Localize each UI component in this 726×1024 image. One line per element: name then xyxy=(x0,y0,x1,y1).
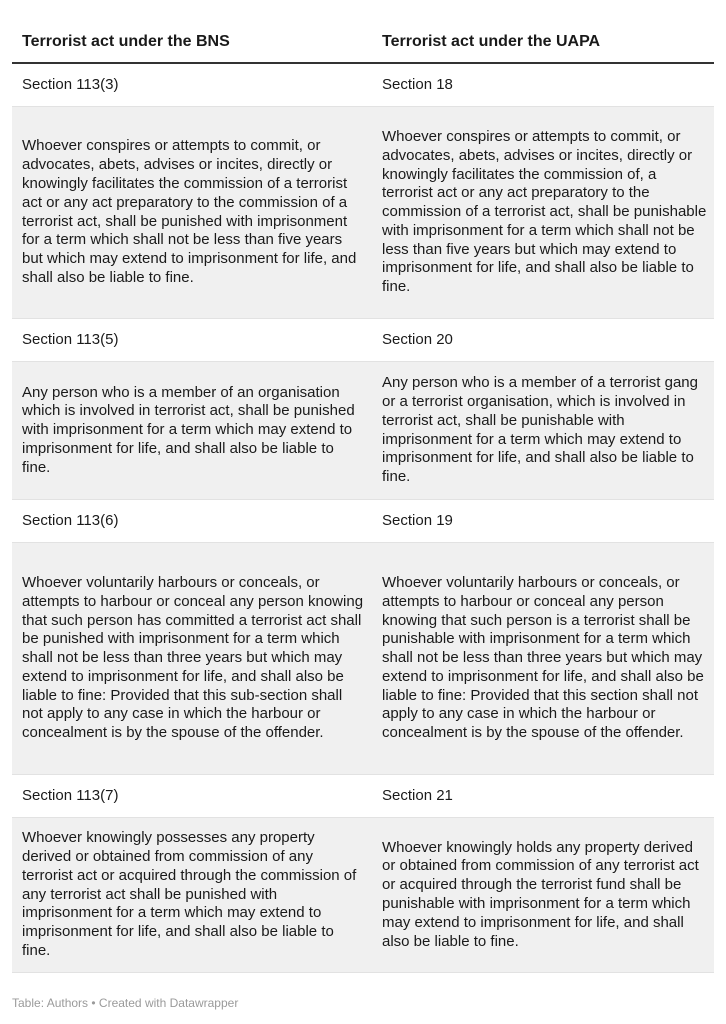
table-footer: Table: Authors • Created with Datawrapper xyxy=(12,996,239,1010)
table-row xyxy=(12,319,714,362)
uapa-section: Section 18 xyxy=(382,75,453,93)
uapa-section: Section 19 xyxy=(382,511,453,529)
table-row xyxy=(12,362,714,500)
bns-section: Section 113(5) xyxy=(22,330,119,348)
bns-text: Whoever knowingly possesses any property derived or obtained from commission of any terrorist act or acquired through the commission of any terrorist act shall be punished with imprisonment for a term which may extend to imprisonment for life, and shall also be liable to fine. xyxy=(22,829,357,959)
uapa-text: Whoever knowingly holds any property derived or obtained from commission of any terrorist act or acquired through the terrorist fund shall be punishable with imprisonment for a term which may extend to imprisonment for life, and shall also be liable to fine. xyxy=(382,838,699,950)
bns-section: Section 113(6) xyxy=(22,511,119,529)
table-header xyxy=(12,24,714,64)
uapa-section: Section 20 xyxy=(382,330,453,348)
table-row xyxy=(12,775,714,818)
table-row xyxy=(12,500,714,543)
uapa-text: Any person who is a member of a terrorist gang or a terrorist organisation, which is involved in terrorist act, shall be punishable with imprisonment for a term which may extend to imprisonment for life, and shall also be liable to fine. xyxy=(382,374,698,486)
bns-section: Section 113(3) xyxy=(22,75,119,93)
table-row xyxy=(12,818,714,973)
bns-text: Whoever conspires or attempts to commit, or advocates, abets, advises or incites, directly or knowingly facilitates the commission of a terrorist act or any act preparatory to the commission of a terrorist act, shall be punished with imprisonment for a term which shall not be less than five years but which may extend to imprisonment for life, and shall also be liable to fine. xyxy=(22,137,357,286)
bns-text: Any person who is a member of an organisation which is involved in terrorist act, shall be punished with imprisonment for a term which may extend to imprisonment for life, and shall also be liable to fine. xyxy=(22,383,355,476)
table-row xyxy=(12,107,714,319)
uapa-section: Section 21 xyxy=(382,786,453,804)
uapa-text: Whoever conspires or attempts to commit, or advocates, abets, advises or incites, directly or knowingly facilitates the commission of, a terrorist act or any act preparatory to the commission of a terrorist act, shall be punishable with imprisonment for a term which shall not be less than five years but which may extend to imprisonment for life, and shall also be liable to fine. xyxy=(382,127,707,296)
header-bns: Terrorist act under the BNS xyxy=(22,33,230,50)
table-row xyxy=(12,543,714,775)
uapa-text: Whoever voluntarily harbours or conceals, or attempts to harbour or conceal any person knowing that such person is a terrorist shall be punishable with imprisonment for a term which shall not be less than three years but which may extend to imprisonment for life, and shall also be liable to fine: Provided that this section shall not apply to any case in which the harbour or concealment is by the spouse of the offender. xyxy=(382,573,704,742)
bns-section: Section 113(7) xyxy=(22,786,119,804)
header-uapa: Terrorist act under the UAPA xyxy=(382,33,601,50)
comparison-table xyxy=(12,24,714,973)
table-row xyxy=(12,64,714,107)
bns-text: Whoever voluntarily harbours or conceals, or attempts to harbour or conceal any person knowing that such person has committed a terrorist act shall be punished with imprisonment for a term which shall not be less than three years but which may extend to imprisonment for life, and shall also be liable to fine: Provided that this sub-section shall not apply to any case in which the harbour or concealment is by the spouse of the offender. xyxy=(22,573,364,742)
